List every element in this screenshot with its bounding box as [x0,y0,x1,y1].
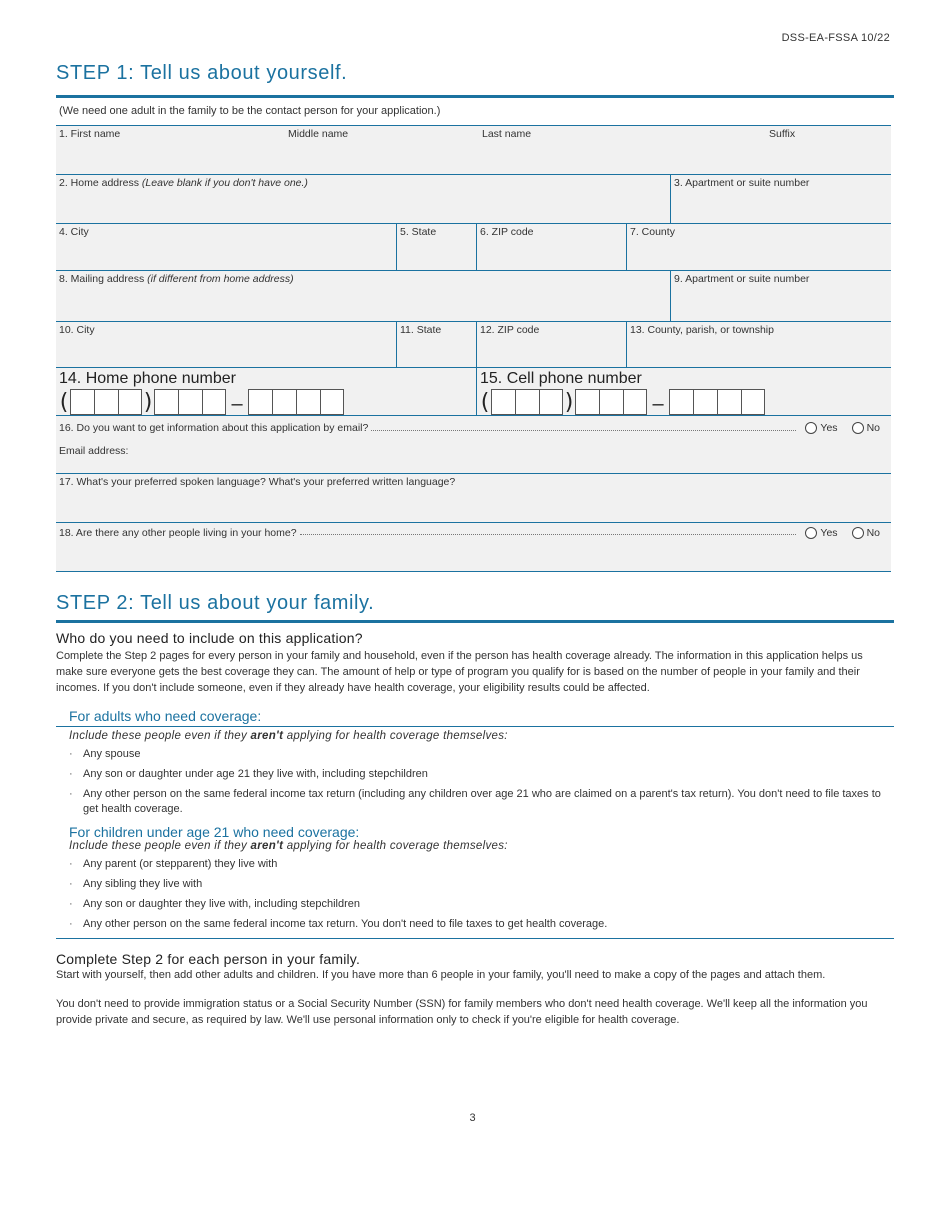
home-address-row [56,175,891,224]
adults-rule [56,726,894,727]
email-no-option[interactable]: No [846,422,880,434]
digit-box[interactable] [202,389,226,415]
apartment-label: 3. Apartment or suite number [674,177,810,189]
mailing-apartment-label: 9. Apartment or suite number [674,273,810,285]
home-address-field[interactable] [56,175,670,223]
privacy-text: You don't need to provide immigration status or a Social Security Number (SSN) for family members who don't need health coverage. We'll keep all the information you provide private and secure, as required by law. We'll use personal information only to check if you're eligible for health coverage. [56,998,868,1026]
others-yes-option[interactable]: Yes [799,527,837,539]
step2-heading: STEP 2: Tell us about your family. [56,592,375,614]
language-label: 17. What's your preferred spoken language? What's your preferred written language? [59,476,456,488]
radio-no[interactable] [852,422,864,434]
others-row [56,523,891,572]
apartment-field[interactable] [670,175,891,223]
digit-box[interactable] [515,389,539,415]
state-label: 5. State [400,226,437,238]
zip-field[interactable] [476,224,626,270]
mailing-address-row [56,271,891,322]
mailing-zip-label: 12. ZIP code [480,324,540,336]
suffix-label: Suffix [769,128,796,140]
complete-heading: Complete Step 2 for each person in your family. [56,951,361,967]
digit-box[interactable] [539,389,563,415]
cell-phone-label: 15. Cell phone number [480,370,642,387]
digit-box[interactable] [741,389,765,415]
list-item: · Any parent (or stepparent) they live with [69,857,894,872]
step2-rule [56,620,894,623]
list-item: · Any other person on the same federal income tax return. You don't need to file taxes to get health coverage. [69,917,894,932]
step1-rule [56,95,894,98]
step1-heading: STEP 1: Tell us about yourself. [56,62,348,84]
county-field[interactable] [626,224,891,270]
form-code: DSS-EA-FSSA 10/22 [781,32,890,44]
step1-form [56,100,891,572]
email-question [59,422,888,434]
mailing-address-field[interactable] [56,271,670,321]
county-label: 7. County [630,226,675,238]
children-rule [56,938,894,939]
mailing-state-label: 11. State [400,324,442,336]
middle-name-label: Middle name [288,128,349,140]
home-address-hint: (Leave blank if you don't have one.) [141,177,308,189]
home-phone-field [56,368,476,415]
mailing-city-field[interactable] [56,322,396,367]
cell-phone-boxes[interactable]: ( ) – [479,389,765,415]
list-item: · Any other person on the same federal income tax return (including any children over age 21 who are claimed on a parent's tax return). You don't need to file taxes to get health coverage. [69,787,894,817]
page-number: 3 [469,1112,476,1124]
digit-box[interactable] [693,389,717,415]
mailing-city-label: 10. City [59,324,95,336]
complete-text: Start with yourself, then add other adults and children. If you have more than 6 people in your family, you'll need to make a copy of the pages and attach them. [56,969,826,981]
others-no-option[interactable]: No [846,527,880,539]
mailing-city-row [56,322,891,368]
radio-yes[interactable] [805,527,817,539]
list-item: · Any sibling they live with [69,877,894,892]
mailing-address-label: 8. Mailing address [59,273,145,285]
home-address-label: 2. Home address [59,177,139,189]
who-text: Complete the Step 2 pages for every person in your family and household, even if the person has health coverage already. The information in this application helps us make sure everyone gets the best coverage they can. The amount of help or type of program you qualify for is based on the number of people in your family and their incomes. If you don't include someone, even if they already have health coverage, your eligibility results could be affected. [56,650,863,694]
who-heading: Who do you need to include on this application? [56,630,363,646]
digit-box[interactable] [491,389,515,415]
last-name-label: Last name [482,128,532,140]
mailing-zip-field[interactable] [476,322,626,367]
contact-note: (We need one adult in the family to be the contact person for your application.) [56,100,891,126]
mailing-county-field[interactable] [626,322,891,367]
digit-box[interactable] [154,389,178,415]
mailing-address-hint: (if different from home address) [147,273,294,285]
step2-section [56,630,894,1028]
radio-yes[interactable] [805,422,817,434]
city-field[interactable] [56,224,396,270]
language-row [56,474,891,523]
digit-box[interactable] [669,389,693,415]
city-label: 4. City [59,226,89,238]
city-row [56,224,891,271]
digit-box[interactable] [178,389,202,415]
digit-box[interactable] [575,389,599,415]
digit-box[interactable] [94,389,118,415]
state-field[interactable] [396,224,476,270]
name-row [56,126,891,175]
digit-box[interactable] [248,389,272,415]
email-row [56,416,891,474]
first-name-label: 1. First name [59,128,121,140]
home-phone-boxes[interactable]: ( ) – [58,389,344,415]
mailing-county-label: 13. County, parish, or township [630,324,774,336]
email-yes-option[interactable]: Yes [799,422,837,434]
name-field[interactable] [56,126,891,174]
email-question-label: 16. Do you want to get information about this application by email? [59,422,369,434]
list-item: · Any son or daughter under age 21 they live with, including stepchildren [69,767,894,782]
digit-box[interactable] [599,389,623,415]
home-phone-label: 14. Home phone number [59,370,236,387]
adults-list [56,747,894,817]
digit-box[interactable] [70,389,94,415]
digit-box[interactable] [717,389,741,415]
adults-heading: For adults who need coverage: [69,708,262,724]
list-item: · Any spouse [69,747,894,762]
children-list [56,857,894,932]
adults-include-note: Include these people even if they aren't applying for health coverage themselves: [69,730,508,742]
digit-box[interactable] [623,389,647,415]
digit-box[interactable] [272,389,296,415]
zip-label: 6. ZIP code [480,226,534,238]
others-question-label: 18. Are there any other people living in your home? [59,527,297,539]
children-heading: For children under age 21 who need coverage: [69,824,360,840]
phone-row [56,368,891,416]
digit-box[interactable] [118,389,142,415]
mailing-state-field[interactable] [396,322,476,367]
others-question [59,527,888,571]
digit-box[interactable] [296,389,320,415]
radio-no[interactable] [852,527,864,539]
language-field[interactable] [56,474,891,522]
mailing-apartment-field[interactable] [670,271,891,321]
digit-box[interactable] [320,389,344,415]
email-address-label: Email address: [59,445,129,457]
cell-phone-field [476,368,891,415]
list-item: · Any son or daughter they live with, including stepchildren [69,897,894,912]
children-include-note: Include these people even if they aren't applying for health coverage themselves: [69,840,508,852]
